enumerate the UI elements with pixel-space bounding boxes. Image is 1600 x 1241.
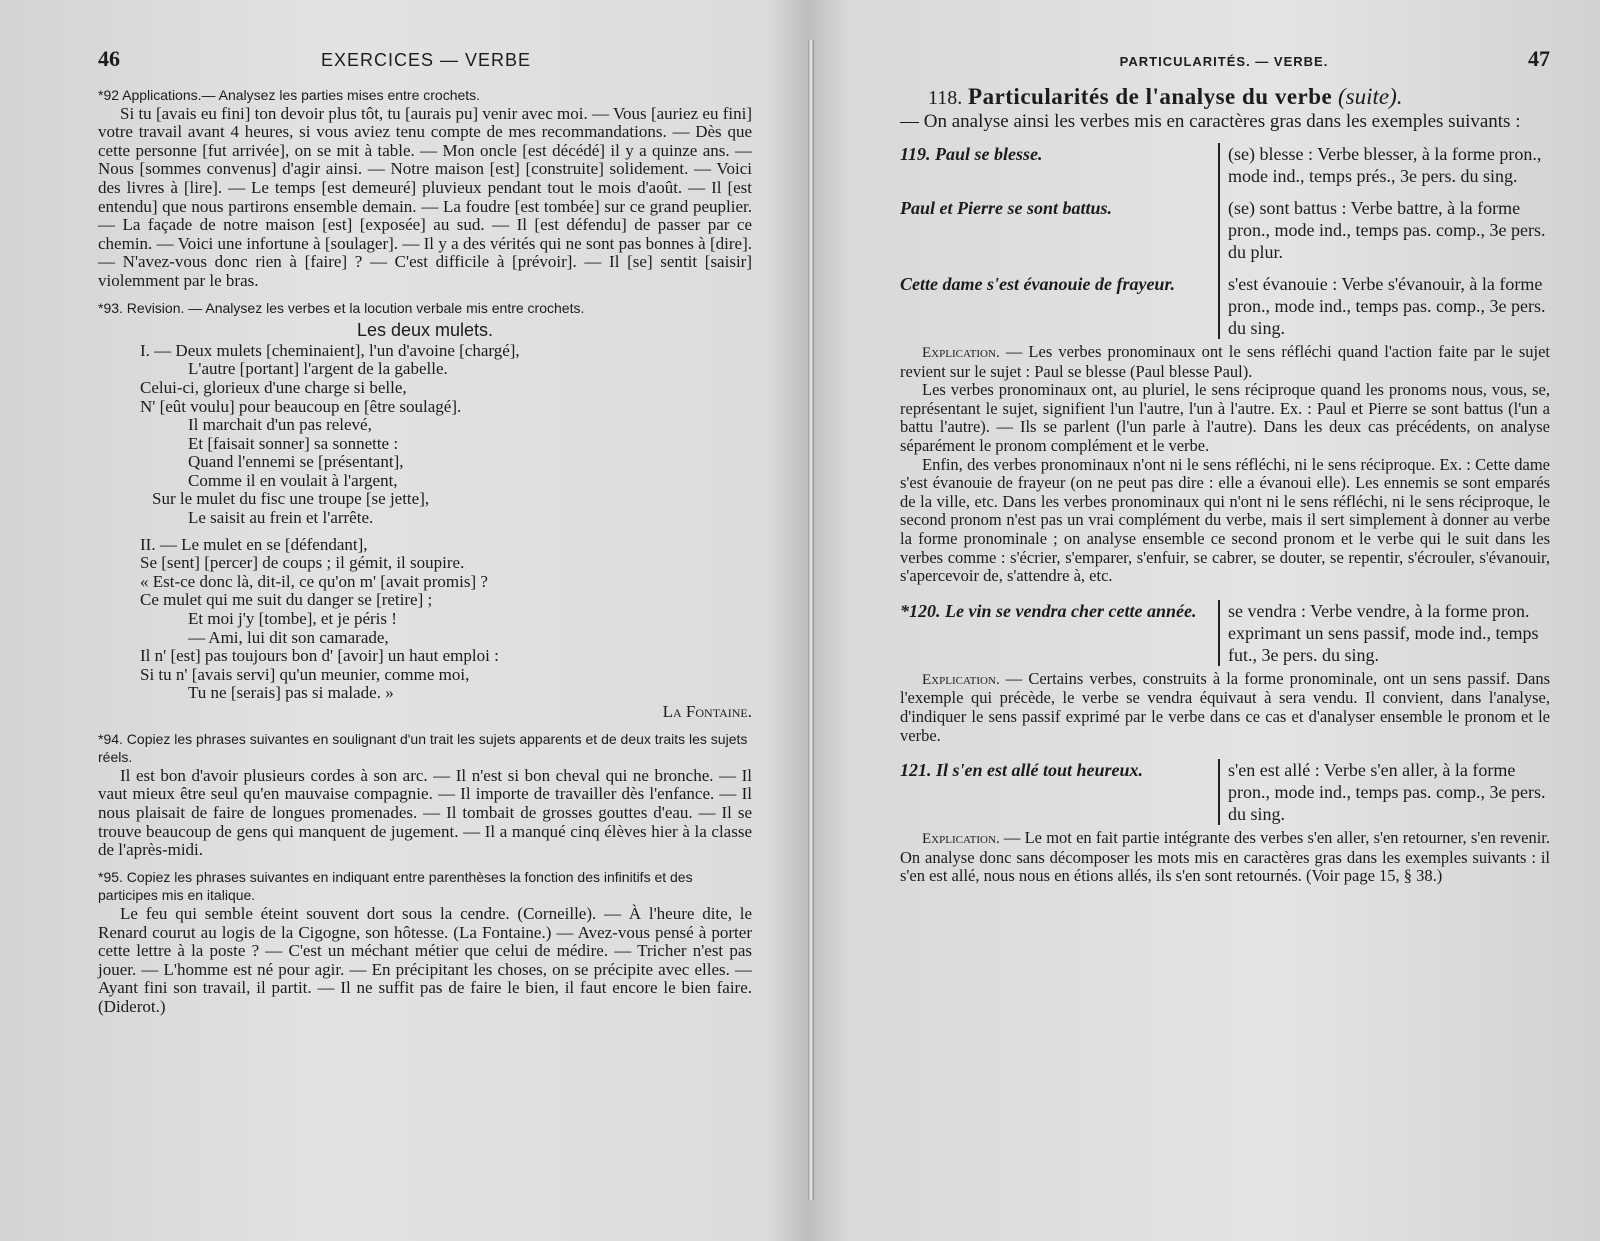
poem-line: Sur le mulet du fisc une troupe [se jette], [152, 489, 430, 509]
poem-line: Ce mulet qui me suit du danger se [retire] ; [140, 590, 433, 610]
left-page [98, 46, 752, 1017]
explanation-2 [900, 670, 1550, 745]
explanation-1-para-1 [900, 343, 1550, 381]
left-page-number: 46 [98, 46, 120, 71]
poem-stanza-1 [140, 342, 752, 528]
example-119b-left: Paul et Pierre se sont battus. [900, 198, 1113, 218]
poem-line: « Est-ce donc là, dit-il, ce qu'on m' [avait promis] ? [140, 571, 488, 591]
poem-stanza-2 [140, 536, 752, 703]
example-121-analysis: s'en est allé : Verbe s'en aller, à la forme pron., mode ind., temps pas. comp., 3e pers. du sing. [1218, 759, 1550, 825]
explanation-3 [900, 829, 1550, 886]
right-page [900, 46, 1551, 886]
left-header [98, 46, 752, 80]
poem-line: — Ami, lui dit son camarade, [188, 627, 389, 647]
example-119-analysis: (se) blesse : Verbe blesser, à la forme pron., mode ind., temps prés., 3e pers. du sing. [1218, 143, 1550, 187]
exercise-95-text: Le feu qui semble éteint souvent dort sous la cendre. (Corneille). — À l'heure dite, le Renard courut au logis de la Cigogne, son hôtesse. (La Fontaine.) — Avez-vous pensé à porter cette lettre à la poste ? — C'est un méchant métier que celui de médire. — Tricher n'est pas jouer. — L'homme est né pour agir. — En précipitant les choses, on se précipite avec elles. — Ayant fini son travail, il partit. — Il ne suffit pas de faire le bien, il faut encore le bien faire. (Diderot.) [98, 903, 752, 1016]
explanation-text: — Le mot en fait partie intégrante des verbes s'en aller, s'en retourner, s'en revenir. On analyse donc sans décomposer les mots mis en caractères gras dans les exemples suivants : il s'en est allé, nous nous en étions allés, ils s'en sont retournés. (Voir page 15, § 38.) [900, 828, 1550, 886]
example-120-left: *120. Le vin se vendra cher cette année. [900, 600, 1197, 621]
exercise-93-heading: *93. Revision. — Analysez les verbes et la locution verbale mis entre crochets. [98, 299, 585, 316]
examples-table [900, 143, 1550, 339]
poem-line: L'autre [portant] l'argent de la gabelle. [188, 359, 448, 379]
poem-line: Celui-ci, glorieux d'une charge si belle, [140, 377, 407, 397]
poem-title: Les deux mulets. [356, 320, 494, 341]
example-120-table [900, 600, 1550, 666]
section-118-title [900, 84, 1550, 111]
poem-line: Comme il en voulait à l'argent, [188, 470, 398, 490]
example-119c-left: Cette dame s'est évanouie de frayeur. [900, 274, 1175, 294]
example-121-left: 121. Il s'en est allé tout heureux. [900, 760, 1144, 781]
poem-line: II. — Le mulet en se [défendant], [140, 534, 368, 554]
example-121-table [900, 759, 1550, 825]
exercise-95-heading: *95. Copiez les phrases suivantes en indiquant entre parenthèses la fonction des infinitifs et des participes mis en italique. [98, 868, 693, 904]
explanation-1-para-3: Enfin, des verbes pronominaux n'ont ni le sens réfléchi, ni le sens réciproque. Ex. : Cette dame s'est évanouie de frayeur (on ne peut pas dire : elle a évanoui elle). Les ennemis se sont emparés de la ville, etc. Dans les verbes pronominaux qui n'ont ni le sens réfléchi, ni le sens réciproque, le second pronom n'est pas un vrai complément du verbe, mais il sert simplement à donner au verbe la forme pronominale ; on analyse ensemble ce second pronom et le verbe qui le suit dans les verbes comme : s'écrier, s'emparer, s'enfuir, se cabrer, se douter, se repentir, s'écrouler, s'évanouir, s'apercevoir de, s'attendre à, etc. [900, 454, 1550, 586]
poem-line: Le saisit au frein et l'arrête. [188, 508, 374, 528]
section-number: 118. [928, 87, 963, 109]
poem-line: Se [sent] [percer] de coups ; il gémit, il soupire. [140, 553, 465, 573]
left-running-title: EXERCICES — VERBE [320, 50, 532, 70]
explanation-label: Explication. [922, 345, 1000, 361]
explanation-label: Explication. [922, 671, 1000, 688]
poem-line: Et moi j'y [tombe], et je péris ! [188, 609, 397, 629]
exercise-92-heading: *92 Applications.— Analysez les parties mises entre crochets. [98, 87, 481, 103]
explanation-1-para-2: Les verbes pronominaux ont, au pluriel, le sens réciproque quand les pronoms nous, vous, se, représentant le sujet, signifient l'un l'autre, l'un à l'autre. Ex. : Paul et Pierre se sont battus (l'un a battu l'autre). — Ils se parlent (l'un parle à l'autre). Dans les deux cas précédents, on analyse séparément le pronom complément et le verbe. [900, 380, 1550, 455]
explanation-label: Explication. [922, 831, 1000, 848]
poem-line: I. — Deux mulets [cheminaient], l'un d'avoine [chargé], [140, 340, 520, 360]
poem-line: Il marchait d'un pas relevé, [188, 415, 372, 435]
poem-line: Tu ne [serais] pas si malade. » [188, 683, 394, 703]
exercise-94-heading: *94. Copiez les phrases suivantes en soulignant d'un trait les sujets apparents et de deux traits les sujets réels. [98, 730, 748, 766]
poem-line: Et [faisait sonner] sa sonnette : [188, 433, 399, 453]
explanation-text: — Certains verbes, construits à la forme pronominale, ont un sens passif. Dans l'exemple qui précède, le verbe se vendra équivaut à sera vendu. Il convient, dans l'analyse, d'indiquer le sens passif exprimé par le verbe dans ce cas et d'analyser ensemble le pronom et le verbe. [900, 668, 1551, 745]
poem-author: La Fontaine. [662, 702, 752, 721]
exercise-92-text: Si tu [avais eu fini] ton devoir plus tôt, tu [aurais pu] venir avec moi. — Vous [auriez eu fini] votre travail avant 4 heures, si vous aviez tenu compte de mes recommandations. — Dès que cette personne [fut arrivée], on se mit à table. — Mon oncle [est décédé] il y a quinze ans. — Nous [sommes convenus] d'agir ainsi. — Notre maison [est] [construite] solidement. — Voici des livres à [lire]. — Le temps [est demeuré] pluvieux pendant tout le mois d'août. — Il [est entendu] que nous partirons ensemble demain. — La foudre [est tombée] sur ce grand peuplier. — La façade de notre maison [est] [exposée] au sud. — Il [est défendu] de passer par ce chemin. — Voici une infortune à [soulager]. — Il y a des vérités qui ne sont pas bonnes à [dire]. — N'avez-vous donc rien à [faire] ? — C'est difficile à [prévoir]. — Il [se] sentit [saisir] violemment par le bras. [98, 103, 752, 290]
poem-line: Si tu n' [avais servi] qu'un meunier, comme moi, [140, 664, 470, 684]
right-header [900, 46, 1550, 80]
poem-line: N' [eût voulu] pour beaucoup en [être soulagé]. [140, 396, 462, 416]
example-119c-analysis: s'est évanouie : Verbe s'évanouir, à la forme pron., mode ind., temps pas. comp., 3e pers. du sing. [1218, 263, 1550, 339]
section-suite: (suite). [1338, 84, 1403, 109]
example-119-left: 119. Paul se blesse. [900, 144, 1043, 164]
exercise-94-text: Il est bon d'avoir plusieurs cordes à son arc. — Il n'est si bon cheval qui ne bronche. — Il vaut mieux être seul qu'en mauvaise compagnie. — Il importe de travailler dès l'enfance. — Il nous plaisait de faire de longues promenades. — Il tombait de grosses gouttes d'eau. — Il se trouve beaucoup de gens qui manquent de jugement. — Il a manqué cinq élèves hier à la classe de l'après-midi. [98, 765, 752, 860]
section-title-text: Particularités de l'analyse du verbe [968, 84, 1333, 109]
right-running-title: PARTICULARITÉS. — VERBE. [1119, 54, 1329, 69]
poem-line: Quand l'ennemi se [présentant], [188, 452, 404, 472]
explanation-text: — Les verbes pronominaux ont le sens réfléchi quand l'action faite par le sujet revient sur le sujet : Paul se blesse (Paul blesse Paul). [900, 342, 1550, 381]
example-119b-analysis: (se) sont battus : Verbe battre, à la forme pron., mode ind., temps pas. comp., 3e pers. du plur. [1218, 187, 1550, 263]
section-118-lead: — On analyse ainsi les verbes mis en caractères gras dans les exemples suivants : [900, 111, 1521, 132]
poem-line: Il n' [est] pas toujours bon d' [avoir] un haut emploi : [140, 646, 499, 666]
example-120-analysis: se vendra : Verbe vendre, à la forme pron. exprimant un sens passif, mode ind., temps fut., 3e pers. du sing. [1218, 600, 1550, 666]
right-page-number: 47 [1527, 46, 1550, 71]
book-gutter [808, 40, 814, 1200]
